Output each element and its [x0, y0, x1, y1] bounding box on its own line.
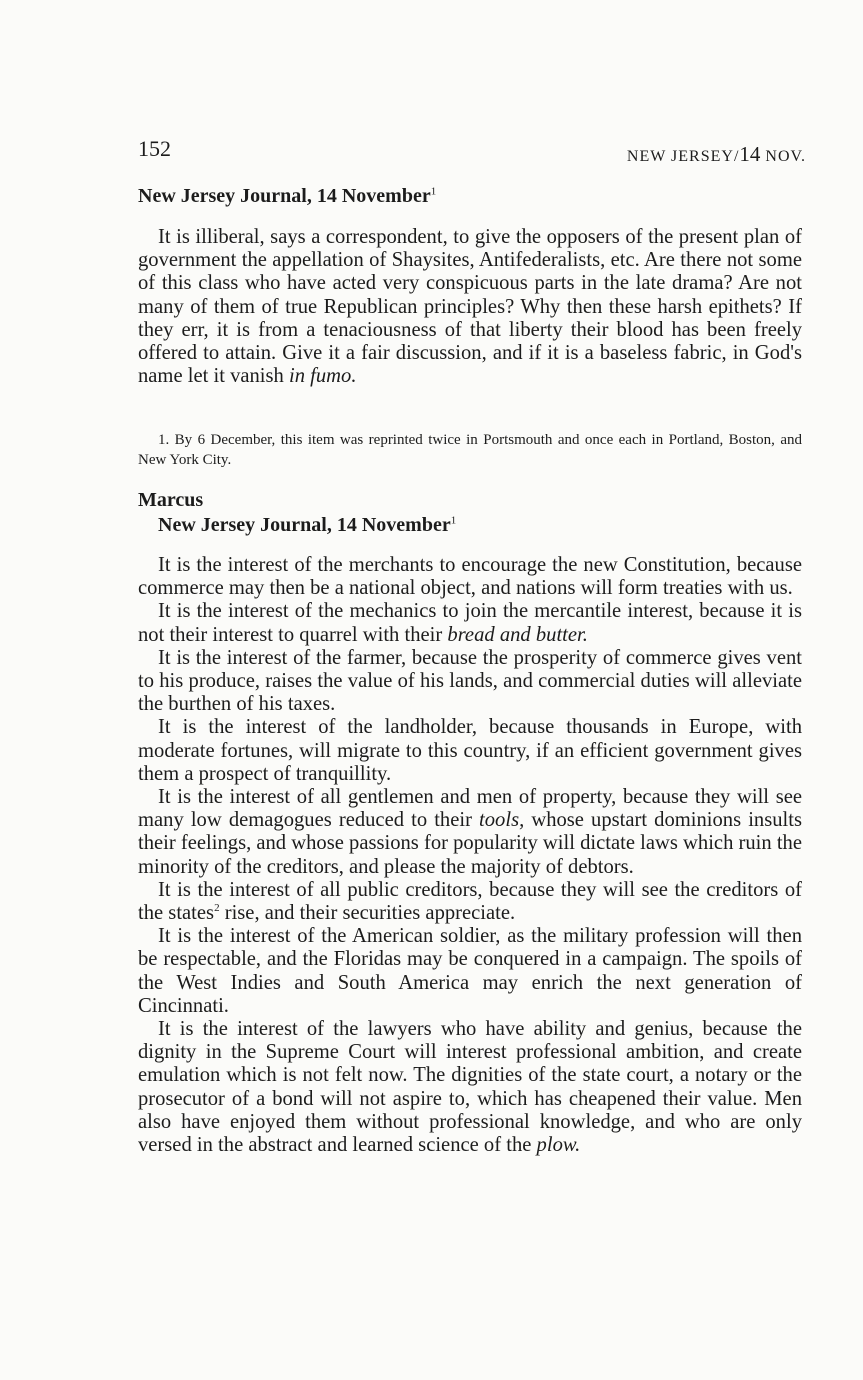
- paragraph-text: It is the interest of all public creditors, because they will see the creditors of the states: [138, 878, 802, 925]
- running-head-day: 14: [739, 142, 761, 166]
- running-head-month: NOV.: [765, 148, 806, 165]
- paragraph-italic: bread and butter.: [447, 623, 588, 646]
- paragraph-text: It is the interest of the landholder, because thousands in Europe, with moderate fortunes, will migrate to this country, if an efficient government gives them a prospect of tranquillity.: [138, 716, 802, 785]
- running-head: [627, 142, 806, 167]
- item2-body: [138, 554, 802, 1157]
- paragraph-text: It is the interest of all gentlemen and men of property, because they will see many low demagogues reduced to their: [138, 786, 802, 832]
- paragraph-text: It is the interest of the merchants to encourage the new Constitution, because commerce may then be a national object, and nations will form treaties with us.: [138, 554, 802, 600]
- paragraph-text: It is the interest of the lawyers who have ability and genius, because the dignity in the Supreme Court will interest professional ambition, and create emulation which is not felt now. The dignities of the state court, a notary or the prosecutor of a bond will not aspire to, which has cheapened their value. Men also have enjoyed them without professional knowledge, and who are only versed in the abstract and learned science of the: [138, 1018, 802, 1157]
- item2-heading: [158, 514, 456, 537]
- footnote-ref: 2: [214, 902, 220, 915]
- paragraph-text: It is the interest of the farmer, because the prosperity of commerce gives vent to his produce, raises the value of his lands, and commercial duties will alleviate the burthen of his taxes.: [138, 646, 802, 716]
- item1-footnote: 1. By 6 December, this item was reprinted twice in Portsmouth and once each in Portland, Boston, and New York City.: [138, 432, 802, 468]
- item1-paragraph-italic: in fumo.: [288, 365, 357, 388]
- item1-paragraph-text: It is illiberal, says a correspondent, to give the opposers of the present plan of government the appellation of Shaysites, Antifederalists, etc. Are there not some of this class who have acted very conspicuous parts in the late drama? Are not many of them of true Republican principles? Why then these harsh epithets? If they err, it is from a tenaciousness of that liberty their blood has been freely offered to attain. Give it a fair discussion, and if it is a baseless fabric, in God's name let it vanish: [138, 226, 802, 388]
- page-header: [138, 136, 806, 166]
- item2-paragraph: [138, 786, 802, 879]
- item1-paragraph: [138, 226, 802, 388]
- item2-paragraph: [138, 647, 802, 717]
- paragraph-italic: plow.: [536, 1134, 581, 1157]
- page-number: 152: [138, 136, 171, 161]
- item1-body: [138, 226, 802, 388]
- paragraph-text: It is the interest of the American soldier, as the military profession will then be respectable, and the Floridas may be conquered in a campaign. The spoils of the West Indies and South America may enrich the next generation of Cincinnati.: [138, 925, 802, 1017]
- paragraph-italic: tools,: [479, 809, 525, 832]
- item1-heading: [138, 185, 436, 208]
- item2-heading-text: New Jersey Journal, 14 November: [158, 514, 451, 536]
- item2-paragraph: [138, 1018, 802, 1157]
- item2-paragraph: [138, 600, 802, 646]
- item1-heading-note: 1: [430, 185, 437, 198]
- item2-paragraph: [138, 554, 802, 600]
- item2-paragraph: [138, 716, 802, 786]
- item2-author: Marcus: [138, 489, 204, 511]
- paragraph-text-continued: rise, and their securities appreciate.: [219, 902, 516, 925]
- running-head-place: NEW JERSEY/: [626, 148, 740, 165]
- item2-paragraph: [138, 879, 802, 925]
- item2-paragraph: [138, 925, 802, 1018]
- paragraph-text: It is the interest of the mechanics to join the mercantile interest, because it is not their interest to quarrel with their: [138, 600, 802, 646]
- paragraph-text-continued: whose upstart dominions insults their feelings, and whose passions for popularity will dictate laws which ruin the minority of the creditors, and please the majority of debtors.: [138, 809, 802, 878]
- item2-heading-note: 1: [450, 514, 457, 527]
- item1-heading-text: New Jersey Journal, 14 November: [138, 185, 431, 207]
